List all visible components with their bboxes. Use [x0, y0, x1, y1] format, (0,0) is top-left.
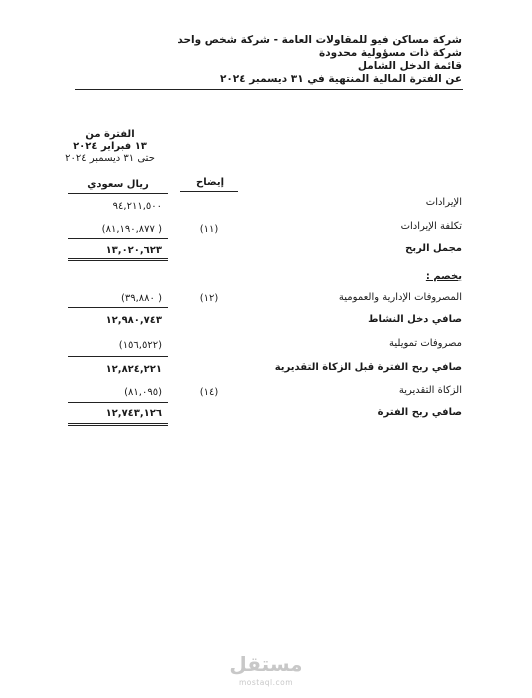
- period-line-1: الفترة من: [85, 129, 135, 140]
- subtotal-rule: [68, 402, 168, 403]
- row-gross-profit-label: مجمل الربح: [405, 243, 462, 254]
- period-title: عن الفترة المالية المنتهية في ٣١ ديسمبر ٢٠٢٤: [219, 73, 462, 85]
- row-ga-expenses-label: المصروفات الإدارية والعمومية: [338, 292, 462, 303]
- note-header-rule: [180, 191, 238, 192]
- subtotal-rule: [68, 356, 168, 357]
- row-zakat-note: (١٤): [199, 387, 219, 398]
- currency-column-header: ريال سعودي: [87, 179, 149, 190]
- row-revenue-amount: ٩٤,٢١١,٥٠٠: [112, 201, 162, 212]
- row-cost-of-revenue-label: تكلفة الإيرادات: [400, 221, 462, 232]
- row-zakat-label: الزكاة التقديرية: [398, 385, 462, 396]
- header-rule: [75, 89, 463, 90]
- company-name: شركة مساكن فيو للمقاولات العامة - شركة شخص واحد: [177, 34, 462, 46]
- period-line-3: حتى ٣١ ديسمبر ٢٠٢٤: [65, 153, 155, 164]
- subtotal-rule: [68, 238, 168, 239]
- period-line-2: ١٣ فبراير ٢٠٢٤: [73, 141, 147, 152]
- watermark-logo: مستقل: [229, 652, 303, 676]
- row-less-label: يخصم :: [425, 271, 462, 282]
- statement-title: قائمة الدخل الشامل: [357, 60, 462, 72]
- row-zakat-amount: (٨١,٠٩٥): [124, 387, 162, 398]
- row-cost-of-revenue-amount: ( ٨١,١٩٠,٨٧٧): [101, 224, 162, 235]
- note-column-header: إيضاح: [196, 177, 224, 188]
- row-profit-before-zakat-label: صافي ربح الفترة قبل الزكاة التقديرية: [274, 362, 462, 373]
- row-ga-expenses-note: (١٢): [199, 293, 219, 304]
- currency-header-rule: [68, 193, 168, 194]
- row-finance-costs-amount: (١٥٦,٥٢٢): [118, 340, 162, 351]
- row-gross-profit-amount: ١٣,٠٢٠,٦٢٣: [105, 245, 162, 256]
- row-net-operating-income-label: صافي دخل النشاط: [368, 314, 462, 325]
- row-ga-expenses-amount: ( ٣٩,٨٨٠): [120, 293, 162, 304]
- row-finance-costs-label: مصروفات تمويلية: [389, 338, 462, 349]
- total-double-rule: [68, 258, 168, 261]
- legal-form: شركة ذات مسؤولية محدودة: [319, 47, 462, 59]
- total-double-rule: [68, 423, 168, 426]
- row-profit-before-zakat-amount: ١٢,٨٢٤,٢٢١: [105, 364, 162, 375]
- watermark-url: mostaql.com: [238, 678, 294, 687]
- row-net-profit-amount: ١٢,٧٤٣,١٢٦: [105, 408, 162, 419]
- row-net-operating-income-amount: ١٢,٩٨٠,٧٤٣: [105, 315, 162, 326]
- row-net-profit-label: صافي ربح الفترة: [377, 407, 462, 418]
- subtotal-rule: [68, 307, 168, 308]
- row-revenue-label: الإيرادات: [425, 197, 462, 208]
- row-cost-of-revenue-note: (١١): [199, 224, 219, 235]
